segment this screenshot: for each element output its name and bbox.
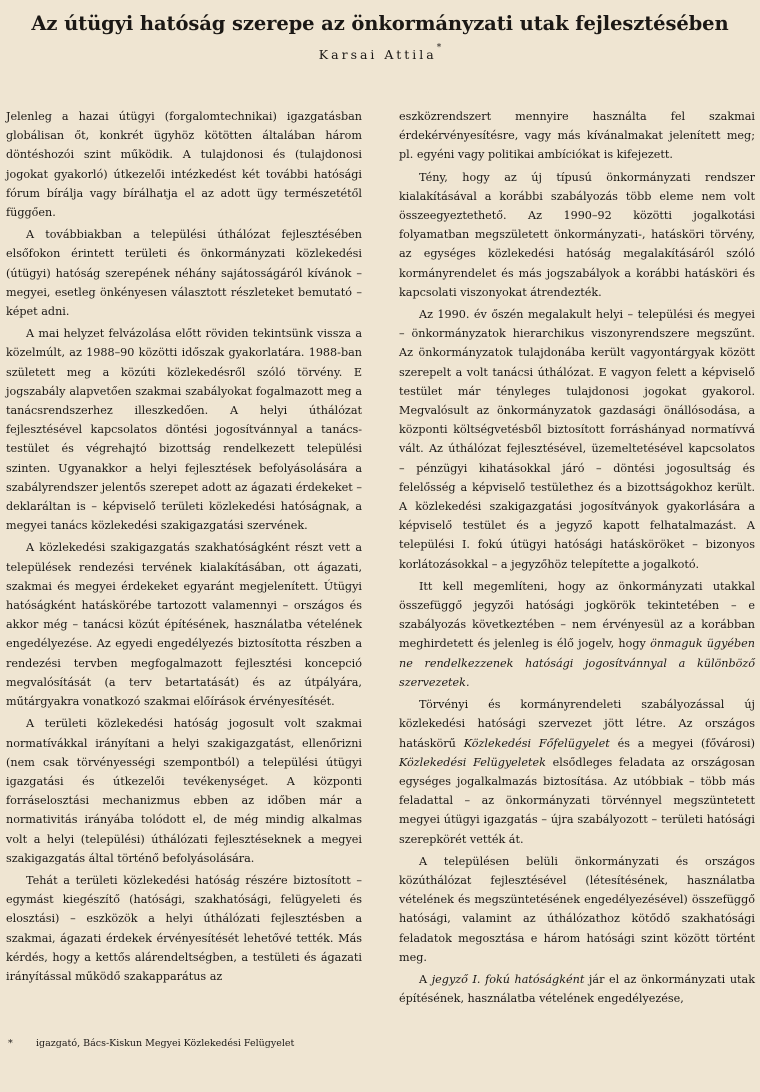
paragraph: A mai helyzet felvázolása előtt röviden tekintsünk vissza a közelmúlt, az 1988–90 közötti időszak gyakorlatára. 1988-ban született meg a közúti közlekedésről szóló törvény. E jogszabály alapvetően szakmai szabályokat fogalmazott meg a tanácsrendszerhez illeszkedően. A helyi úthálózat fejlesztésével kapcsolatos döntési jogosítvánnyal a tanács-testület és végrehajtó bizottság rendelkezett települési szinten. Ugyanakkor a helyi fejlesztések befolyásolására a szabályrendszer jelentős szerepet adott az ágazati érdekeket – deklaráltan is – képviselő területi közlekedési hatóságnak, a megyei tanács közlekedési szakigazgatási szervének. [6,327,362,533]
footnote-text: igazgató, Bács-Kiskun Megyei Közlekedési Felügyelet [36,1038,295,1049]
paragraph: eszközrendszert mennyire használta fel szakmai érdekérvényesítésre, vagy más kívánalmakat jelenített meg; pl. egyéni vagy politikai ambíciókat is kifejezett. [399,110,755,162]
right-column [399,107,755,1011]
italic-phrase: Közlekedési Főfelügyelet [463,736,610,750]
paragraph: Az 1990. év őszén megalakult helyi – települési és megyei – önkormányzatok hierarchikus viszonyrendszere megszűnt. Az önkormányzatok tulajdonába került vagyontárgyak között szerepelt a volt tanácsi úthálózat. E vagyon felett a képviselő testület már tényleges tulajdonosi jogokat gyakorol. Megvalósult az önkormányzatok gazdasági önállósodása, a központi költségvetésből biztosított forráshányad normatívvá vált. Az úthálózat fejlesztésével, üzemeltetésével kapcsolatos – pénzügyi kihatásokkal járó – döntési jogosultság és felelősség a képviselő testülethez és a bizottságokhoz került. A közlekedési szakigazgatási jogosítványok gyakorlására a képviselő testület és a jegyző kapott felhatalmazást. A települési I. fokú útügyi hatósági hatásköröket – bizonyos korlátozásokkal – a jegyzőhöz telepítette a jogalkotó. [399,308,755,571]
footnote [8,1038,748,1049]
author-footnote-mark: * [436,43,442,53]
paragraph: A területi közlekedési hatóság jogosult volt szakmai normatívákkal irányítani a helyi szakigazgatást, ellenőrizni (nem csak törvényességi szempontból) a települési útügyi igazgatási és útkezelői tevékenységet. A központi forráselosztási mechanizmus ebben az időben már a normativitás irányába tolódott el, de még mindig alkalmas volt a helyi (települési) úthálózati fejlesztéseknek a megyei szakigazgatás által történő befolyásolására. [6,717,362,865]
author-name: Karsai Attila [318,47,437,63]
paragraph: A jegyző I. fokú hatóságként jár el az önkormányzati utak építésének, használatba vételének engedélyezése, [399,972,755,1006]
paragraph: Tény, hogy az új típusú önkormányzati rendszer kialakításával a korábbi szabályozás több eleme nem volt összeegyeztethető. Az 1990–92 közötti jogalkotási folyamatban megszületett önkormányzati-, hatásköri törvény, az egységes közlekedési hatóság megalakításáról szóló kormányrendelet és más jogszabályok a korábbi hatásköri és kapcsolati viszonyokat átrendezték. [399,170,755,299]
paragraph: Törvényi és kormányrendeleti szabályozással új közlekedési hatósági szervezet jött létre. Az országos hatáskörű Közlekedési Főfelügyelet és a megyei (fővárosi) Közlekedési Felügyeletek elsődleges feladata az országosan egységes jogalkalmazás biztosítása. Az utóbbiak – több más feladattal – az önkormányzati törvénnyel megszüntetett megyei útügyi igazgatás – újra szabályozott – területi hatósági szerepkörét vették át. [399,698,755,846]
paragraph: A településen belüli önkormányzati és országos közúthálózat fejlesztésével (létesítésének, használatba vételének és megszüntetésének engedélyezésével) összefüggő hatósági, valamint az úthálózathoz kötődő szakhatósági feladatok megosztása e három hatósági szint között történt meg. [399,854,755,964]
paragraph: Itt kell megemlíteni, hogy az önkormányzati utakkal összefüggő jegyzői hatósági jogkörök tekintetében – e szabályozás következtében – nem érvényesül az a korábban meghirdetett és jelenleg is élő jogelv, hogy önmaguk ügyében ne rendelkezzenek hatósági jogosítvánnyal a különböző szervezetek. [399,579,756,689]
italic-phrase: jegyző I. fokú hatóságként [431,972,585,986]
left-column [6,107,362,989]
article-author [0,43,760,63]
italic-phrase: önmaguk ügyében ne rendelkezzenek hatósági jogosítvánnyal a különböző szervezetek. [399,637,756,689]
footnote-mark: * [8,1038,13,1049]
italic-phrase: Közlekedési Felügyeletek [399,755,546,769]
paragraph: A közlekedési szakigazgatás szakhatóságként részt vett a települések rendezési tervének kialakításában, ott ágazati, szakmai és megyei érdekeket egyaránt megjelenített. Útügyi hatóságként hatáskörébe tartozott valamennyi – országos és akkor még – tanácsi közút építésének, használatba vételének engedélyezése. Az egyedi engedélyezés biztosította részben a rendezési tervben megfogalmazott fejlesztési koncepció megvalósítását (a terv betartatását) és az útpályára, műtárgyakra vonatkozó szakmai előírások érvényesítését. [6,541,362,709]
article-title: Az útügyi hatóság szerepe az önkormányzati utak fejlesztésében [31,12,729,35]
paragraph: Jelenleg a hazai útügyi (forgalomtechnikai) igazgatásban globálisan őt, konkrét ügyhöz kötötten általában három döntéshozói szint működik. A tulajdonosi és (tulajdonosi jogokat gyakorló) útkezelői intézkedést két további hatósági fórum bírálja vagy bírálhatja el az adott ügy természetétől függően. [6,110,362,220]
paragraph: A továbbiakban a települési úthálózat fejlesztésében elsőfokon érintett területi és önkormányzati közlekedési (útügyi) hatóság szerepének néhány sajátosságáról kívánok – megyei, esetleg önkényesen választott részleteket bemutató – képet adni. [6,228,362,319]
paragraph: Tehát a területi közlekedési hatóság részére biztosított – egymást kiegészítő (hatósági, szakhatósági, felügyeleti és elosztási) – eszközök a helyi úthálózati fejlesztésben a szakmai, ágazati érdekek érvényesítését lehetővé tették. Más kérdés, hogy a kettős alárendeltségben, a testületi és ágazati irányítással működő szakapparátus az [6,873,362,983]
